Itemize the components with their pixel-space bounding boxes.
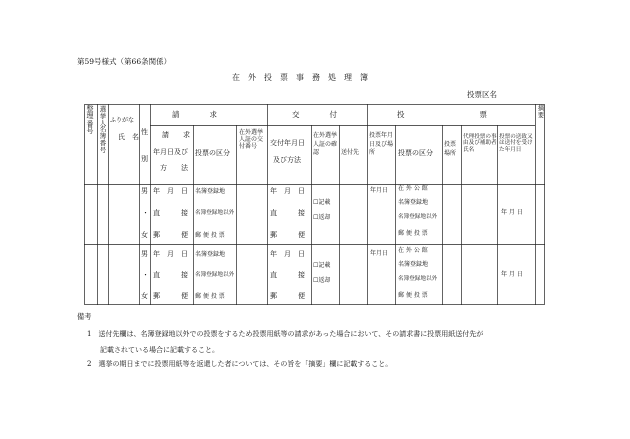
row2-check-returned[interactable]: ☐返却 bbox=[313, 277, 331, 284]
row1-delivery-date: 年 月 日 bbox=[270, 187, 305, 195]
row2-gender-female: 女 bbox=[141, 292, 148, 300]
row2-gender-male: 男 bbox=[141, 250, 148, 258]
row1-gender-female: 女 bbox=[141, 231, 148, 239]
row1-request-date: 年 月 日 bbox=[153, 187, 188, 195]
header-touhyou-soufu-nengappi: 投票の送致又は送付を受けた年月日 bbox=[499, 134, 533, 153]
row1-gender-male: 男 bbox=[141, 187, 148, 195]
polling-district-label: 投票区名 bbox=[467, 90, 497, 99]
row2-received-date: 年 月 日 bbox=[501, 271, 523, 278]
row1-check-returned[interactable]: ☐返却 bbox=[313, 214, 331, 221]
form-number: 第59号様式（第66条関係） bbox=[77, 57, 172, 66]
row1-check-recorded[interactable]: ☐記載 bbox=[313, 199, 331, 206]
row1-kind-registered: 名簿登録地 bbox=[195, 188, 226, 195]
header-nengappi-oyobi: 年月日及び bbox=[153, 148, 188, 156]
row2-kind-registered: 名簿登録地 bbox=[195, 251, 226, 258]
header-sei: 性 bbox=[141, 128, 148, 136]
note-item-1-cont: 記載されている場合に記載すること。 bbox=[100, 346, 219, 354]
row1-received-date: 年 月 日 bbox=[501, 209, 523, 216]
row2-vote-embassy: 在 外 公 館 bbox=[398, 247, 428, 254]
header-touhyou: 投 票 bbox=[397, 110, 487, 119]
header-furigana: ふりがな bbox=[110, 117, 135, 124]
header-soufusaki: 送付先 bbox=[341, 149, 360, 156]
header-zaigai-kakunin: 在外選挙人証の確認 bbox=[313, 132, 338, 157]
row1-request-direct: 直 接 bbox=[153, 209, 188, 217]
page-title: 在 外 投 票 事 務 処 理 簿 bbox=[232, 73, 368, 82]
header-zaigai-koufu-bangou: 在外選挙人証の交付番号 bbox=[239, 129, 264, 150]
header-oyobi-houhou: 及び方法 bbox=[273, 156, 301, 164]
row2-vote-postal: 郵 便 投 票 bbox=[398, 292, 428, 299]
header-dairi-touhyou: 代理投票の事由及び補助者氏名 bbox=[463, 134, 497, 153]
row2-delivery-direct: 直 接 bbox=[270, 271, 305, 279]
row2-request-direct: 直 接 bbox=[153, 271, 188, 279]
row2-vote-registered: 名簿登録地 bbox=[398, 261, 429, 268]
header-houhou: 方 法 bbox=[160, 164, 188, 172]
row1-vote-registered: 名簿登録地 bbox=[398, 199, 429, 206]
row1-vote-date: 年月日 bbox=[370, 187, 389, 194]
row2-delivery-date: 年 月 日 bbox=[270, 250, 305, 258]
row1-vote-embassy: 在 外 公 館 bbox=[398, 185, 428, 192]
header-seikyu: 請 求 bbox=[172, 110, 217, 119]
header-tekiyou: 摘要 bbox=[537, 105, 545, 119]
header-koufu-nengappi: 交付年月日 bbox=[270, 139, 305, 147]
header-touhyou-nengappi: 投票年月日及び場所 bbox=[369, 132, 394, 157]
row2-kind-other: 名簿登録地以外 bbox=[195, 272, 235, 278]
row2-check-recorded[interactable]: ☐記載 bbox=[313, 262, 331, 269]
note-item-2: 2 選挙の期日までに投票用紙等を返還した者については、その旨を「摘要」欄に記載すること。 bbox=[87, 360, 393, 368]
header-touhyou-kubun: 投票の区分 bbox=[195, 149, 230, 157]
row2-vote-date: 年月日 bbox=[370, 250, 389, 257]
row1-kind-other: 名簿登録地以外 bbox=[195, 210, 235, 216]
row1-delivery-direct: 直 接 bbox=[270, 209, 305, 217]
row2-kind-postal: 郵 便 投 票 bbox=[195, 293, 225, 300]
header-seiri-bangou: 整理番号 bbox=[86, 105, 94, 136]
row1-delivery-mail: 郵 便 bbox=[270, 231, 305, 239]
notes-heading: 備考 bbox=[77, 312, 92, 321]
header-koufu: 交 付 bbox=[292, 110, 337, 119]
row1-request-mail: 郵 便 bbox=[153, 231, 188, 239]
header-betsu: 別 bbox=[141, 155, 148, 163]
header-touhyou-basho: 投票場所 bbox=[444, 141, 457, 157]
row2-request-date: 年 月 日 bbox=[153, 250, 188, 258]
row2-gender-dot: ・ bbox=[142, 271, 149, 279]
header-shimei: 氏 名 bbox=[118, 133, 139, 141]
row1-vote-postal: 郵 便 投 票 bbox=[398, 230, 428, 237]
note-item-1: 1 送付先欄は、名簿登録地以外での投票をするため投票用紙等の請求があった場合において、その請求書に投票用紙送付先が bbox=[87, 330, 484, 338]
row1-gender-dot: ・ bbox=[142, 209, 149, 217]
row2-delivery-mail: 郵 便 bbox=[270, 292, 305, 300]
row2-vote-other: 名簿登録地以外 bbox=[398, 276, 438, 282]
header-touhyou-kubun-2: 投票の区分 bbox=[398, 149, 433, 157]
header-seikyu-sub: 請 求 bbox=[162, 131, 190, 139]
row2-request-mail: 郵 便 bbox=[153, 292, 188, 300]
row1-kind-postal: 郵 便 投 票 bbox=[195, 232, 225, 239]
row1-vote-other: 名簿登録地以外 bbox=[398, 214, 438, 220]
header-senkyonin-meibo-bangou: 選挙人名簿番号 bbox=[99, 105, 107, 154]
